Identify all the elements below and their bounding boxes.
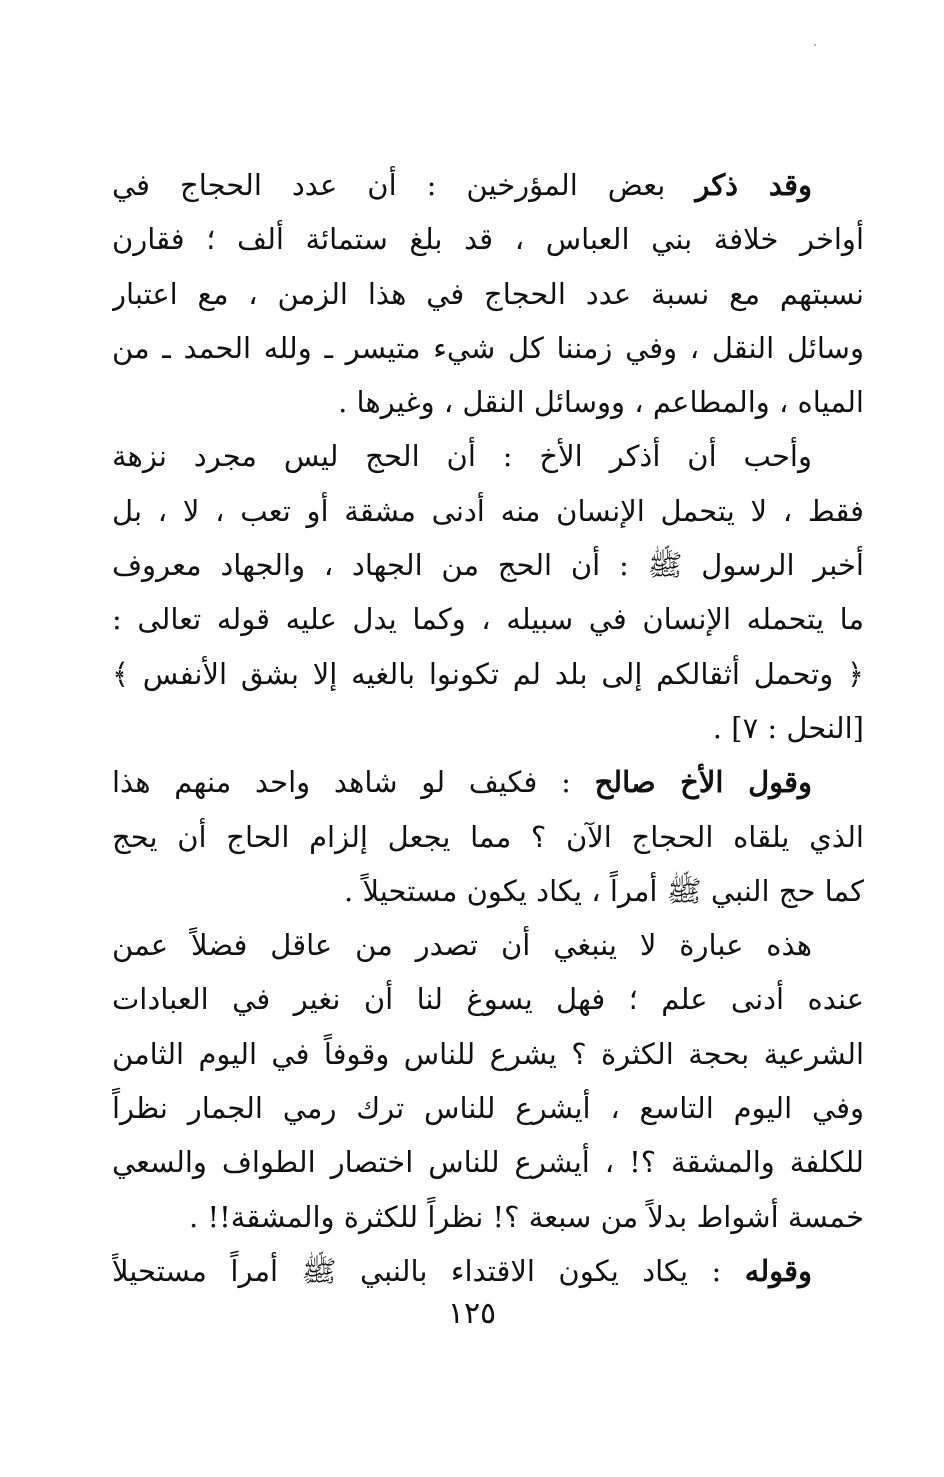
text-line <box>112 755 864 809</box>
text-line: الشرعية بحجة الكثرة ؟ يشرع للناس وقوفاً في اليوم الثامن <box>112 1036 864 1071</box>
text-line: ما يتحمله الإنسان في سبيله ، وكما يدل عليه قوله تعالى : <box>112 602 864 637</box>
text-line: هذه عبارة لا ينبغي أن تصدر من عاقل فضلاً عمن <box>112 928 812 963</box>
text-line: الذي يلقاه الحجاج الآن ؟ مما يجعل إلزام الحاج أن يحج <box>112 819 864 854</box>
text-line: أواخر خلافة بني العباس ، قد بلغ ستمائة ألف ؛ فقارن <box>112 222 864 257</box>
text-line: أخبر الرسول ﷺ : أن الحج من الجهاد ، والجهاد معروف <box>112 548 864 583</box>
page-number: ١٢٥ <box>447 1296 497 1331</box>
line-text: بعض المؤرخين : أن عدد الحجاج في <box>112 168 696 202</box>
line-text: : يكاد يكون الاقتداء بالنبي ﷺ أمراً مستحيلاً <box>112 1253 745 1288</box>
text-line: للكلفة والمشقة ؟! ، أيشرع للناس اختصار الطواف والسعي <box>112 1145 864 1180</box>
text-line: وفي اليوم التاسع ، أيشرع للناس ترك رمي الجمار نظراً <box>112 1091 864 1126</box>
body-text <box>112 158 864 1298</box>
text-line <box>112 158 864 212</box>
scan-speck <box>814 44 816 46</box>
text-line: كما حج النبي ﷺ أمراً ، يكاد يكون مستحيلاً . <box>344 873 864 908</box>
text-line <box>112 1244 864 1298</box>
text-line: نسبتهم مع نسبة عدد الحجاج في هذا الزمن ، مع اعتبار <box>112 276 864 311</box>
line-text: : فكيف لو شاهد واحد منهم هذا <box>112 765 595 800</box>
bold-lead: وقول الأخ صالح <box>594 765 812 800</box>
text-line: وأحب أن أذكر الأخ : أن الحج ليس مجرد نزهة <box>112 439 812 474</box>
text-line: المياه ، والمطاعم ، ووسائل النقل ، وغيرها . <box>338 385 864 420</box>
text-line: وسائل النقل ، وفي زمننا كل شيء متيسر ـ ولله الحمد ـ من <box>112 330 864 365</box>
quran-verse-line: ﴿ وتحمل أثقالكم إلى بلد لم تكونوا بالغيه إلا بشق الأنفس ﴾ <box>112 656 864 691</box>
bold-lead: وقد ذكر <box>695 168 812 202</box>
text-line: خمسة أشواط بدلاً من سبعة ؟! نظراً للكثرة والمشقة!! . <box>189 1199 864 1234</box>
bold-lead: وقوله <box>744 1253 812 1288</box>
verse-reference: [النحل : ٧] . <box>712 710 864 745</box>
text-line: عنده أدنى علم ؛ فهل يسوغ لنا أن نغير في العبادات <box>112 982 864 1017</box>
text-line: فقط ، لا يتحمل الإنسان منه أدنى مشقة أو تعب ، لا ، بل <box>112 493 864 528</box>
